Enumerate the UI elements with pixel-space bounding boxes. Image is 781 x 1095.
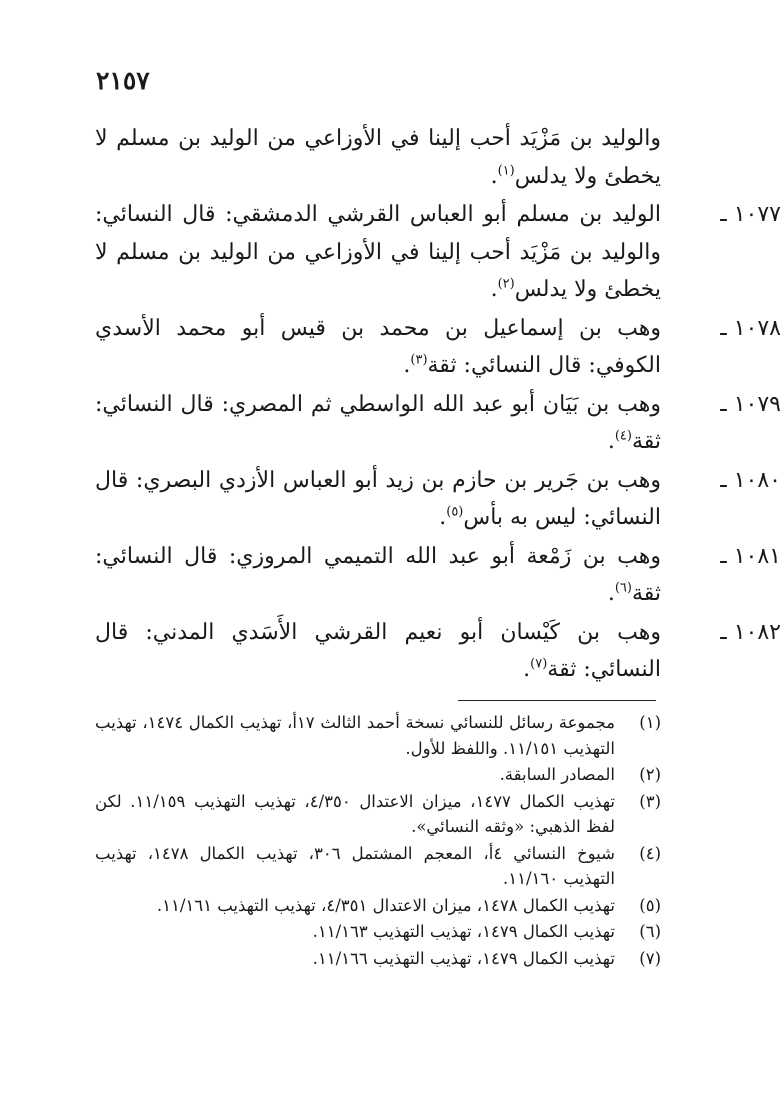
footnote-number: (٤) [639,843,661,863]
entry-text: الوليد بن مسلم أبو العباس القرشي الدمشقي: قال النسائي: والوليد بن مَزْيَد أحب إلينا في الأوزاعي من الوليد بن مسلم لا يخطئ ولا يدلس [95,202,661,302]
entry-text: وهب بن بَيَان أبو عبد الله الواسطي ثم المصري: قال النسائي: ثقة [95,391,661,454]
entry-number: ١٠٨٢ ـ [720,619,781,645]
footnote-ref[interactable]: (١) [497,163,515,179]
footnote-text: تهذيب الكمال ١٤٧٨، ميزان الاعتدال ٤/٣٥١، تهذيب التهذيب ١١/١٦١. [156,895,615,915]
footnote-number: (٧) [639,948,661,968]
footnote-text: مجموعة رسائل للنسائي نسخة أحمد الثالث ١٧أ، تهذيب الكمال ١٤٧٤، تهذيب التهذيب ١١/١٥١. واللفظ للأول. [95,713,615,758]
entry-continuation [95,120,661,195]
entry-end: . [490,163,498,189]
entry-number: ١٠٨١ ـ [720,543,781,569]
footnote-3 [95,789,661,840]
entry-number: ١٠٨٠ ـ [720,467,781,493]
entry-end: . [523,657,531,682]
footnote-number: (٥) [639,895,661,915]
entry-text: والوليد بن مَزْيَد أحب إلينا في الأوزاعي من الوليد بن مسلم لا يخطئ ولا يدلس [95,126,661,189]
footnote-ref[interactable]: (٢) [497,276,515,292]
footnote-2 [95,762,661,788]
entry-1079 [95,386,781,461]
footnote-7 [95,946,661,972]
entry-1080 [95,462,781,537]
footnote-text: تهذيب الكمال ١٤٧٩، تهذيب التهذيب ١١/١٦٦. [312,948,615,968]
footnote-number: (٢) [639,765,661,784]
entry-1078 [95,310,781,385]
footnote-number: (١) [639,713,661,732]
entry-1081 [95,538,781,613]
footnote-text: المصادر السابقة. [499,765,615,784]
footnote-ref[interactable]: (٧) [530,656,548,672]
entry-end: . [439,505,447,530]
entry-text: وهب بن جَرير بن حازم بن زيد أبو العباس الأزدي البصري: قال النسائي: ليس به بأس [95,467,661,530]
footnote-number: (٦) [639,922,661,941]
footnote-ref[interactable]: (٥) [446,504,464,520]
footnote-ref[interactable]: (٤) [614,428,632,444]
footnote-separator [458,700,656,701]
entry-end: . [607,429,615,454]
entry-1082 [95,614,781,689]
footnote-number: (٣) [639,791,661,811]
entry-number: ١٠٧٩ ـ [720,391,781,417]
main-text [95,120,781,689]
footnote-4 [95,841,661,892]
entry-1077 [95,196,781,309]
entry-text: وهب بن كَيْسان أبو نعيم القرشي الأَسَدي المدني: قال النسائي: ثقة [95,619,661,682]
footnote-text: تهذيب الكمال ١٤٧٩، تهذيب التهذيب ١١/١٦٣. [312,922,615,941]
entry-text: وهب بن إسماعيل بن محمد بن قيس أبو محمد الأسدي الكوفي: قال النسائي: ثقة [95,315,661,378]
entry-end: . [403,353,411,378]
footnote-ref[interactable]: (٦) [614,580,632,596]
footnote-text: شيوخ النسائي ٤أ، المعجم المشتمل ٣٠٦، تهذيب الكمال ١٤٧٨، تهذيب التهذيب ١١/١٦٠. [95,843,615,888]
entry-number: ١٠٧٨ ـ [720,315,781,341]
footnotes [95,710,661,972]
footnote-ref[interactable]: (٣) [410,352,428,368]
entry-end: . [490,277,498,302]
footnote-5 [95,893,661,919]
entry-number: ١٠٧٧ ـ [720,202,781,227]
footnote-6 [95,919,661,945]
footnote-text: تهذيب الكمال ١٤٧٧، ميزان الاعتدال ٤/٣٥٠، تهذيب التهذيب ١١/١٥٩. لكن لفظ الذهبي: «وثقه النسائي». [95,791,615,836]
page-number: ٢١٥٧ [96,66,150,95]
footnote-1 [95,710,661,761]
entry-end: . [607,581,615,606]
entry-text: وهب بن زَمْعة أبو عبد الله التميمي المروزي: قال النسائي: ثقة [95,543,661,606]
